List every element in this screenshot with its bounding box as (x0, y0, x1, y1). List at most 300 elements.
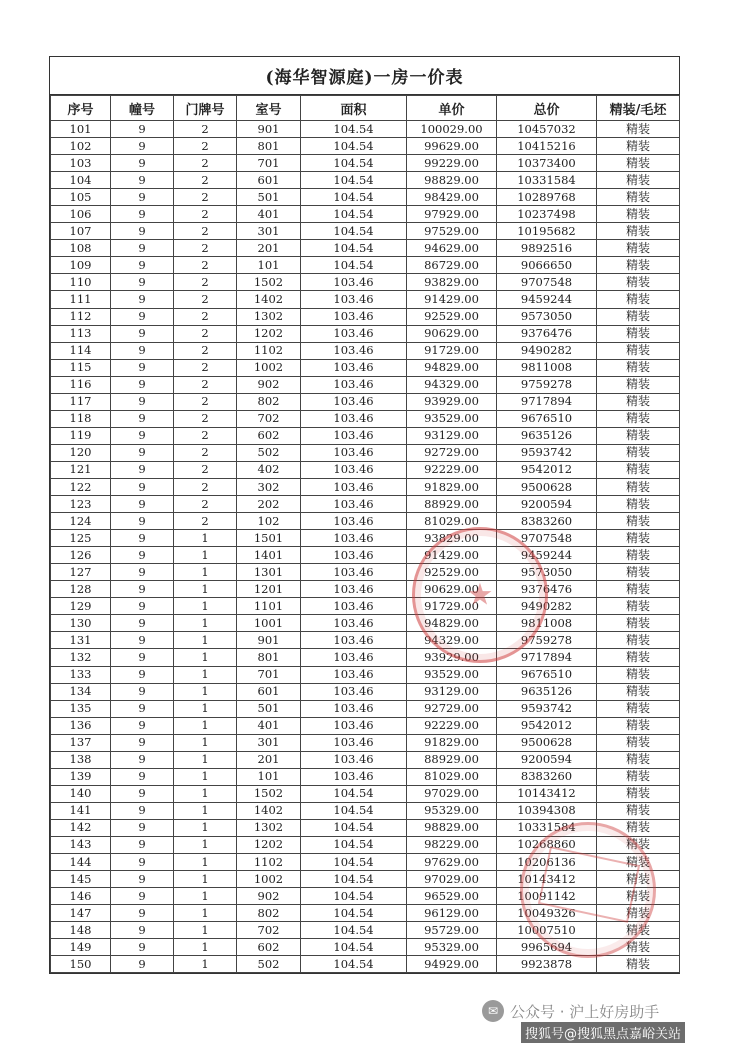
table-cell: 2 (174, 427, 237, 444)
table-cell: 9635126 (497, 683, 597, 700)
table-cell: 94829.00 (407, 359, 497, 376)
table-cell: 1 (174, 547, 237, 564)
table-cell: 98829.00 (407, 819, 497, 836)
table-row (51, 717, 680, 734)
table-cell: 120 (51, 444, 111, 461)
table-cell: 9 (111, 717, 174, 734)
table-cell: 130 (51, 615, 111, 632)
table-cell: 96529.00 (407, 888, 497, 905)
table-cell: 81029.00 (407, 768, 497, 785)
table-cell: 10394308 (497, 802, 597, 819)
table-cell: 精装 (597, 768, 680, 785)
header-cell: 幢号 (111, 96, 174, 121)
table-cell: 9 (111, 461, 174, 478)
table-cell: 137 (51, 734, 111, 751)
table-cell: 110 (51, 274, 111, 291)
table-cell: 9 (111, 785, 174, 802)
table-cell: 86729.00 (407, 257, 497, 274)
table-cell: 1002 (237, 871, 301, 888)
table-cell: 98229.00 (407, 836, 497, 853)
table-cell: 97629.00 (407, 854, 497, 871)
table-cell: 104.54 (301, 905, 407, 922)
account-footer (482, 1000, 722, 1022)
table-cell: 103.46 (301, 513, 407, 530)
table-cell: 10237498 (497, 206, 597, 223)
table-cell: 802 (237, 905, 301, 922)
table-cell: 9 (111, 956, 174, 973)
table-cell: 104.54 (301, 189, 407, 206)
table-cell: 9 (111, 888, 174, 905)
table-cell: 9 (111, 376, 174, 393)
table-cell: 139 (51, 768, 111, 785)
table-cell: 92529.00 (407, 564, 497, 581)
price-table (50, 95, 680, 973)
table-cell: 1201 (237, 581, 301, 598)
table-cell: 92729.00 (407, 700, 497, 717)
table-cell: 119 (51, 427, 111, 444)
table-row (51, 342, 680, 359)
table-cell: 9 (111, 700, 174, 717)
table-row (51, 683, 680, 700)
table-cell: 93829.00 (407, 530, 497, 547)
table-cell: 104.54 (301, 257, 407, 274)
table-cell: 精装 (597, 393, 680, 410)
table-cell: 1 (174, 751, 237, 768)
table-cell: 1 (174, 768, 237, 785)
table-cell: 302 (237, 478, 301, 495)
table-cell: 2 (174, 444, 237, 461)
table-cell: 144 (51, 854, 111, 871)
table-cell: 101 (51, 121, 111, 138)
table-cell: 精装 (597, 206, 680, 223)
table-cell: 108 (51, 240, 111, 257)
table-cell: 精装 (597, 905, 680, 922)
table-cell: 118 (51, 410, 111, 427)
table-cell: 2 (174, 155, 237, 172)
header-cell: 门牌号 (174, 96, 237, 121)
table-cell: 9500628 (497, 478, 597, 495)
table-cell: 9 (111, 342, 174, 359)
table-cell: 150 (51, 956, 111, 973)
table-cell: 精装 (597, 257, 680, 274)
table-row (51, 461, 680, 478)
table-cell: 702 (237, 410, 301, 427)
table-row (51, 121, 680, 138)
watermark-label: 搜狐号@搜狐黑点嘉峪关站 (521, 1022, 685, 1043)
table-cell: 103.46 (301, 444, 407, 461)
table-cell: 精装 (597, 564, 680, 581)
table-cell: 1 (174, 615, 237, 632)
table-cell: 1 (174, 632, 237, 649)
table-cell: 10143412 (497, 785, 597, 802)
table-cell: 114 (51, 342, 111, 359)
table-cell: 1502 (237, 274, 301, 291)
table-cell: 88929.00 (407, 496, 497, 513)
table-cell: 90629.00 (407, 581, 497, 598)
header-cell: 精装/毛坯 (597, 96, 680, 121)
table-cell: 9 (111, 206, 174, 223)
table-cell: 148 (51, 922, 111, 939)
table-cell: 10415216 (497, 138, 597, 155)
table-cell: 9573050 (497, 564, 597, 581)
table-cell: 9 (111, 939, 174, 956)
table-cell: 104.54 (301, 223, 407, 240)
table-cell: 精装 (597, 496, 680, 513)
table-cell: 902 (237, 888, 301, 905)
table-cell: 702 (237, 922, 301, 939)
table-cell: 81029.00 (407, 513, 497, 530)
table-cell: 90629.00 (407, 325, 497, 342)
table-cell: 401 (237, 206, 301, 223)
table-cell: 115 (51, 359, 111, 376)
table-cell: 9376476 (497, 325, 597, 342)
table-cell: 2 (174, 478, 237, 495)
table-cell: 2 (174, 496, 237, 513)
table-cell: 9717894 (497, 649, 597, 666)
table-cell: 104.54 (301, 888, 407, 905)
table-cell: 129 (51, 598, 111, 615)
table-row (51, 478, 680, 495)
table-cell: 精装 (597, 478, 680, 495)
table-cell: 92529.00 (407, 308, 497, 325)
table-cell: 9676510 (497, 410, 597, 427)
table-row (51, 888, 680, 905)
table-cell: 112 (51, 308, 111, 325)
header-cell: 总价 (497, 96, 597, 121)
table-cell: 902 (237, 376, 301, 393)
table-cell: 1401 (237, 547, 301, 564)
table-cell: 103.46 (301, 700, 407, 717)
table-cell: 94829.00 (407, 615, 497, 632)
table-cell: 1 (174, 666, 237, 683)
table-cell: 102 (237, 513, 301, 530)
table-cell: 501 (237, 189, 301, 206)
table-cell: 9 (111, 683, 174, 700)
table-cell: 98429.00 (407, 189, 497, 206)
table-cell: 精装 (597, 956, 680, 973)
header-cell: 面积 (301, 96, 407, 121)
table-cell: 103.46 (301, 734, 407, 751)
table-cell: 2 (174, 189, 237, 206)
table-cell: 9 (111, 478, 174, 495)
table-cell: 128 (51, 581, 111, 598)
table-cell: 精装 (597, 530, 680, 547)
table-cell: 93529.00 (407, 666, 497, 683)
table-cell: 103.46 (301, 649, 407, 666)
table-cell: 104.54 (301, 819, 407, 836)
table-cell: 精装 (597, 734, 680, 751)
table-cell: 143 (51, 836, 111, 853)
table-row (51, 138, 680, 155)
table-cell: 9 (111, 274, 174, 291)
table-cell: 103.46 (301, 717, 407, 734)
table-cell: 10331584 (497, 819, 597, 836)
table-cell: 93929.00 (407, 393, 497, 410)
table-cell: 2 (174, 393, 237, 410)
table-cell: 103.46 (301, 615, 407, 632)
table-cell: 104.54 (301, 836, 407, 853)
document-title: (海华智源庭)一房一价表 (50, 57, 679, 95)
table-cell: 9 (111, 172, 174, 189)
table-cell: 103.46 (301, 427, 407, 444)
table-cell: 103.46 (301, 410, 407, 427)
table-cell: 136 (51, 717, 111, 734)
table-cell: 1 (174, 836, 237, 853)
table-cell: 9892516 (497, 240, 597, 257)
table-cell: 1 (174, 854, 237, 871)
table-cell: 901 (237, 632, 301, 649)
table-cell: 801 (237, 138, 301, 155)
table-row (51, 530, 680, 547)
table-cell: 精装 (597, 598, 680, 615)
table-cell: 402 (237, 461, 301, 478)
table-cell: 2 (174, 138, 237, 155)
table-cell: 精装 (597, 888, 680, 905)
table-row (51, 956, 680, 973)
table-row (51, 632, 680, 649)
table-cell: 9 (111, 308, 174, 325)
table-cell: 103.46 (301, 547, 407, 564)
table-row (51, 291, 680, 308)
table-cell: 104 (51, 172, 111, 189)
table-cell: 501 (237, 700, 301, 717)
table-row (51, 223, 680, 240)
table-cell: 1 (174, 785, 237, 802)
table-cell: 9 (111, 836, 174, 853)
official-seal-stamp: ★ (412, 527, 548, 663)
table-row (51, 308, 680, 325)
table-cell: 9 (111, 223, 174, 240)
table-cell: 9490282 (497, 342, 597, 359)
table-cell: 140 (51, 785, 111, 802)
table-cell: 103.46 (301, 768, 407, 785)
table-cell: 1 (174, 819, 237, 836)
table-cell: 9 (111, 530, 174, 547)
table-cell: 141 (51, 802, 111, 819)
table-row (51, 598, 680, 615)
wechat-icon: ✉ (482, 1000, 504, 1022)
table-cell: 9542012 (497, 461, 597, 478)
table-cell: 602 (237, 427, 301, 444)
table-cell: 9635126 (497, 427, 597, 444)
table-cell: 9 (111, 155, 174, 172)
table-header-row (51, 96, 680, 121)
table-cell: 901 (237, 121, 301, 138)
table-cell: 94329.00 (407, 632, 497, 649)
table-cell: 精装 (597, 121, 680, 138)
table-cell: 2 (174, 410, 237, 427)
table-cell: 精装 (597, 461, 680, 478)
table-cell: 94329.00 (407, 376, 497, 393)
table-cell: 精装 (597, 785, 680, 802)
table-cell: 103.46 (301, 342, 407, 359)
table-cell: 精装 (597, 376, 680, 393)
table-cell: 9 (111, 240, 174, 257)
table-cell: 精装 (597, 547, 680, 564)
table-cell: 9 (111, 615, 174, 632)
table-cell: 9490282 (497, 598, 597, 615)
table-cell: 1101 (237, 598, 301, 615)
table-cell: 94929.00 (407, 956, 497, 973)
table-cell: 103.46 (301, 530, 407, 547)
table-cell: 2 (174, 359, 237, 376)
table-cell: 2 (174, 257, 237, 274)
table-row (51, 649, 680, 666)
table-row (51, 785, 680, 802)
table-row (51, 206, 680, 223)
table-row (51, 802, 680, 819)
table-cell: 104.54 (301, 138, 407, 155)
table-cell: 9 (111, 666, 174, 683)
table-cell: 精装 (597, 274, 680, 291)
table-row (51, 376, 680, 393)
table-row (51, 751, 680, 768)
table-cell: 9 (111, 734, 174, 751)
table-cell: 96129.00 (407, 905, 497, 922)
table-cell: 1202 (237, 325, 301, 342)
table-cell: 9 (111, 819, 174, 836)
table-cell: 精装 (597, 427, 680, 444)
table-cell: 91429.00 (407, 291, 497, 308)
table-cell: 9200594 (497, 751, 597, 768)
table-cell: 9593742 (497, 444, 597, 461)
table-cell: 104.54 (301, 121, 407, 138)
table-cell: 2 (174, 513, 237, 530)
table-cell: 9965694 (497, 939, 597, 956)
table-row (51, 666, 680, 683)
table-cell: 103 (51, 155, 111, 172)
table-cell: 109 (51, 257, 111, 274)
table-cell: 103.46 (301, 598, 407, 615)
table-cell: 601 (237, 683, 301, 700)
table-row (51, 547, 680, 564)
table-cell: 1302 (237, 308, 301, 325)
table-row (51, 189, 680, 206)
table-row (51, 155, 680, 172)
table-cell: 9200594 (497, 496, 597, 513)
table-cell: 91729.00 (407, 598, 497, 615)
table-cell: 1001 (237, 615, 301, 632)
table-cell: 103.46 (301, 308, 407, 325)
table-row (51, 172, 680, 189)
table-cell: 401 (237, 717, 301, 734)
table-cell: 88929.00 (407, 751, 497, 768)
table-cell: 100029.00 (407, 121, 497, 138)
table-cell: 97029.00 (407, 871, 497, 888)
table-cell: 2 (174, 291, 237, 308)
table-cell: 1 (174, 581, 237, 598)
table-cell: 146 (51, 888, 111, 905)
table-cell: 9542012 (497, 717, 597, 734)
table-cell: 103.46 (301, 666, 407, 683)
table-cell: 502 (237, 444, 301, 461)
table-row (51, 939, 680, 956)
table-cell: 94629.00 (407, 240, 497, 257)
table-cell: 10206136 (497, 854, 597, 871)
table-cell: 9 (111, 121, 174, 138)
table-cell: 1002 (237, 359, 301, 376)
table-cell: 精装 (597, 683, 680, 700)
table-cell: 9811008 (497, 359, 597, 376)
table-cell: 201 (237, 751, 301, 768)
table-cell: 103.46 (301, 393, 407, 410)
table-cell: 1 (174, 939, 237, 956)
table-cell: 9 (111, 138, 174, 155)
table-cell: 201 (237, 240, 301, 257)
table-cell: 104.54 (301, 802, 407, 819)
table-cell: 107 (51, 223, 111, 240)
table-cell: 104.54 (301, 939, 407, 956)
table-cell: 9707548 (497, 274, 597, 291)
table-cell: 9 (111, 751, 174, 768)
table-cell: 104.54 (301, 871, 407, 888)
table-cell: 2 (174, 172, 237, 189)
table-cell: 精装 (597, 138, 680, 155)
table-cell: 104.54 (301, 172, 407, 189)
table-cell: 精装 (597, 291, 680, 308)
table-cell: 103.46 (301, 376, 407, 393)
table-row (51, 905, 680, 922)
table-cell: 93829.00 (407, 274, 497, 291)
table-cell: 1402 (237, 291, 301, 308)
table-cell: 103.46 (301, 683, 407, 700)
table-cell: 602 (237, 939, 301, 956)
table-row (51, 513, 680, 530)
table-cell: 1 (174, 598, 237, 615)
table-row (51, 325, 680, 342)
table-row (51, 410, 680, 427)
table-cell: 9 (111, 410, 174, 427)
table-cell: 9 (111, 632, 174, 649)
table-cell: 97529.00 (407, 223, 497, 240)
table-cell: 97029.00 (407, 785, 497, 802)
table-cell: 9 (111, 581, 174, 598)
table-cell: 105 (51, 189, 111, 206)
table-cell: 103.46 (301, 461, 407, 478)
table-cell: 101 (237, 768, 301, 785)
table-cell: 2 (174, 240, 237, 257)
table-cell: 精装 (597, 700, 680, 717)
table-cell: 精装 (597, 240, 680, 257)
table-cell: 97929.00 (407, 206, 497, 223)
table-cell: 精装 (597, 666, 680, 683)
table-cell: 301 (237, 734, 301, 751)
table-cell: 9 (111, 513, 174, 530)
table-cell: 精装 (597, 819, 680, 836)
table-cell: 98829.00 (407, 172, 497, 189)
table-cell: 9500628 (497, 734, 597, 751)
table-row (51, 700, 680, 717)
table-cell: 121 (51, 461, 111, 478)
table-cell: 9376476 (497, 581, 597, 598)
header-cell: 单价 (407, 96, 497, 121)
table-row (51, 819, 680, 836)
table-cell: 1 (174, 700, 237, 717)
table-cell: 138 (51, 751, 111, 768)
table-cell: 103.46 (301, 632, 407, 649)
table-cell: 精装 (597, 444, 680, 461)
table-row (51, 768, 680, 785)
table-cell: 701 (237, 155, 301, 172)
table-cell: 701 (237, 666, 301, 683)
table-cell: 93129.00 (407, 683, 497, 700)
table-cell: 149 (51, 939, 111, 956)
table-cell: 104.54 (301, 785, 407, 802)
table-cell: 116 (51, 376, 111, 393)
table-cell: 9573050 (497, 308, 597, 325)
table-cell: 2 (174, 121, 237, 138)
table-cell: 2 (174, 274, 237, 291)
